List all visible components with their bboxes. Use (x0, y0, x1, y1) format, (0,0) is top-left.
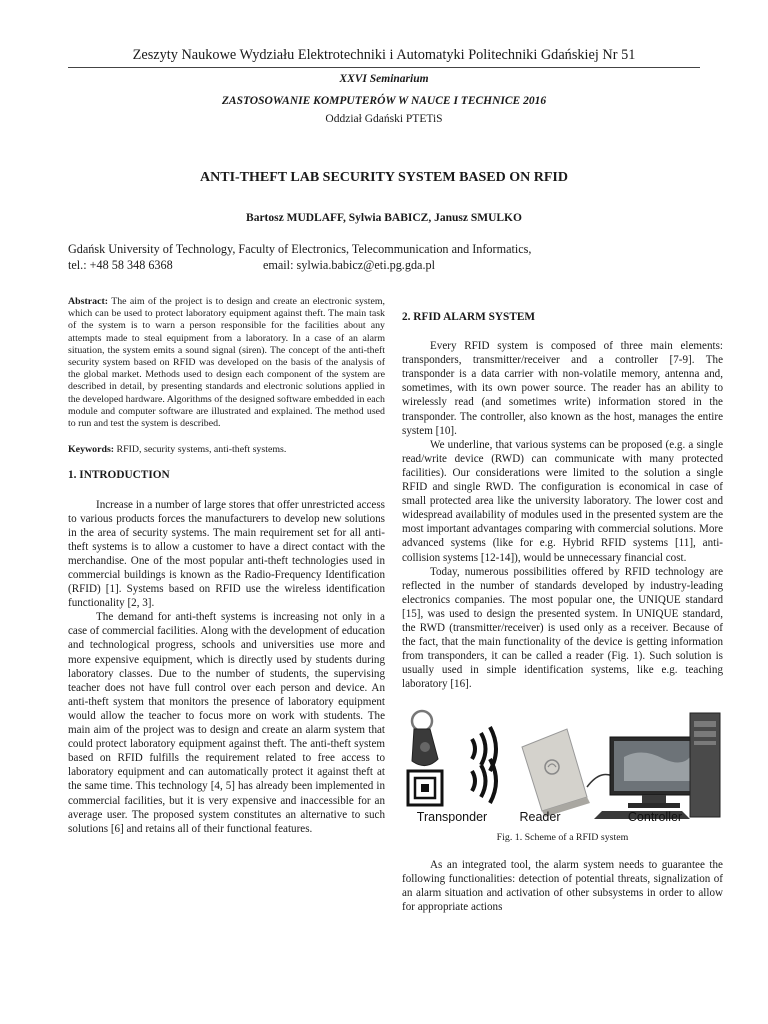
rfid-scheme-illustration (402, 707, 723, 823)
running-head: Zeszyty Naukowe Wydziału Elektrotechniki i Automatyki Politechniki Gdańskiej Nr 51 (68, 47, 700, 68)
key-fob-icon (412, 711, 438, 766)
seminar-line: XXVI Seminarium (339, 73, 429, 85)
computer-tower-icon (690, 713, 720, 817)
label-reader: Reader (519, 810, 561, 824)
conference-line: ZASTOSOWANIE KOMPUTERÓW W NAUCE I TECHNICE 2016 (221, 95, 547, 107)
paper-title: ANTI-THEFT LAB SECURITY SYSTEM BASED ON RFID (200, 170, 568, 185)
label-controller: Controller (627, 810, 683, 824)
section-2-paragraph-2: We underline, that various systems can be proposed (e.g. a single read/write device (RWD) can communicate with many protected facilities). Our considerations were limited to the solution a single RFID and single RWD. The configuration is economical in case of small protected area like the university laboratory. The lower cost and widespread availability of modules used in the presented system are the most important advantages comparing with commercial solutions. More advanced systems (like for e.g. Hybrid RFID systems [11], anti-collision systems [12-14]), would be unnecessary financial cost. (402, 438, 723, 564)
telephone: tel.: +48 58 348 6368 (68, 257, 173, 272)
rfid-card-icon (408, 771, 442, 805)
section-2-paragraph-4: As an integrated tool, the alarm system needs to guarantee the following functionalities: detection of potential threats, signalization of an alarm situation and activation of other subsystems in order to allow for appropriate actions (402, 858, 723, 913)
wireless-waves-icon (472, 759, 496, 803)
abstract-label: Abstract: (68, 296, 109, 307)
figure-1 (402, 707, 723, 823)
right-column (402, 310, 723, 914)
rfid-reader-icon (522, 729, 590, 817)
monitor-icon (610, 737, 698, 808)
abstract-text: The aim of the project is to design and create an electronic system, which can be used to protect laboratory equipment against theft. The main task of the system is to warn a person responsible for the facilities about any attempts made to steal equipment from a laboratory. In a case of an alarm situation, the system emits a sound signal (siren). The concept of the anti-theft security system based on RFID was developed on the basis of the analysis of the global market. Methods used to design each component of the system are described in detail, by presenting standards and electronic solutions applied in the developed hardware. Algorithms of the designed software embedded in each module and computer software are illustrated and explained. The method used to run and test the system is described. (68, 296, 385, 430)
section-2-heading: 2. RFID ALARM SYSTEM (402, 311, 536, 323)
email[interactable]: email: sylwia.babicz@eti.pg.gda.pl (263, 257, 435, 272)
keywords-text: RFID, security systems, anti-theft systems. (116, 444, 287, 456)
abstract (68, 296, 385, 430)
section-2-paragraph-3: Today, numerous possibilities offered by RFID technology are reflected in the number of standards developed by industry-leading electronics companies. The most popular one, the UNIQUE standard [15], was used to design the presented system. In UNIQUE standard, the RWD (transmitter/receiver) is used only as a receiver. Because of the fact, that the main functionality of the device is getting information from transponders, it can be called a reader (Fig. 1). Such solution is usually used in simple identification systems, like e.g. teaching laboratory [16]. (402, 565, 723, 691)
label-transponder: Transponder (416, 810, 488, 824)
left-column (68, 296, 385, 836)
authors: Bartosz MUDLAFF, Sylwia BABICZ, Janusz SMULKO (246, 212, 522, 224)
figure-1-caption: Fig. 1. Scheme of a RFID system (496, 832, 629, 844)
section-1-paragraph-1: Increase in a number of large stores that offer unrestricted access to various products forces the manufacturers to develop new solutions in the area of security systems. The main requirement set for all anti-theft systems is to allow a customer to have a direct contact with the merchandise. One of the most popular anti-theft technologies used in commercial buildings is known as the Radio-Frequency Identification (RFID) [1]. Systems based on RFID use the wireless identification functionality [2, 3]. (68, 498, 385, 610)
section-1-paragraph-2: The demand for anti-theft systems is increasing not only in a case of commercial facilities. Along with the development of education and technological progress, schools and universities use more and more expensive equipment, which is directly used by students during laboratory classes. Due to the number of students, the supervising teacher does not have full control over each person and device. An anti-theft system that monitors the presence of laboratory equipment would allow the teacher to focus more on work with students. The main aim of the project was to design and create an alarm system that could protect laboratory equipment against theft. The anti-theft system based on RFID fulfills the requirement related to free access to laboratory equipment and can automatically protect it against theft at the same time. This technology [4, 5] has already been implemented in commercial facilities, but it is very expensive and inaccessible for an average user. The proposed system constitutes an alternative to such solutions [6] and retains all of their functional features. (68, 611, 385, 835)
section-1-heading: 1. INTRODUCTION (68, 469, 170, 482)
keywords (68, 444, 385, 456)
affiliation: Gdańsk University of Technology, Faculty of Electronics, Telecommunication and Informatics, (68, 242, 532, 256)
affiliation-block (68, 242, 700, 273)
department-line: Oddział Gdański PTETiS (325, 113, 443, 125)
keywords-label: Keywords: (68, 444, 115, 456)
section-2-paragraph-1: Every RFID system is composed of three main elements: transponders, transmitter/receiver and a controller [7-9]. The transponder is a data carrier with non-volatile memory, antenna and, sometimes, with its own power source. The reader has an ability to wirelessly read (and sometimes write) information stored in the transponder. The controller, also known as the host, manages the entire system [10]. (402, 340, 723, 437)
